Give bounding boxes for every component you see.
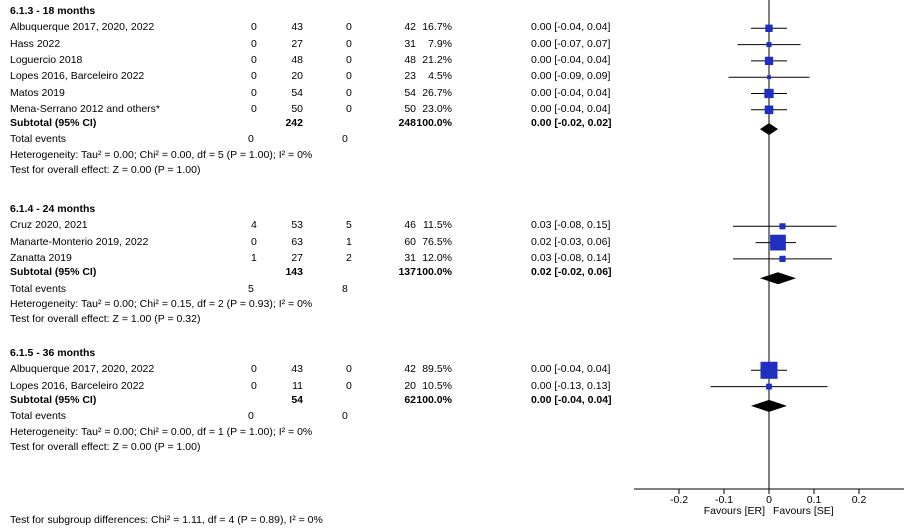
subtotal-ci: 0.00 [-0.04, 0.04] — [531, 393, 612, 406]
study-ci: 0.00 [-0.04, 0.04] — [531, 363, 611, 376]
study-square — [765, 57, 773, 65]
favours-left-label: Favours [ER] — [703, 505, 765, 517]
study-name: Hass 2022 — [10, 37, 61, 50]
study-ci: 0.00 [-0.04, 0.04] — [531, 53, 611, 66]
pooled-diamond — [760, 272, 796, 284]
study-weight: 12.0% — [422, 251, 452, 264]
heterogeneity-text: Heterogeneity: Tau² = 0.00; Chi² = 0.00, df = 5 (P = 1.00); I² = 0% — [10, 148, 313, 161]
x-tick-label: 0.2 — [851, 494, 867, 506]
total-er: 27 — [291, 251, 303, 264]
x-tick-label: -0.1 — [714, 494, 734, 506]
overall-effect-text: Test for overall effect: Z = 1.00 (P = 0.32) — [10, 313, 201, 326]
total-er: 27 — [291, 37, 303, 50]
total-se: 20 — [404, 379, 416, 392]
subtotal-label: Subtotal (95% CI) — [10, 117, 97, 130]
total-events-label: Total events — [10, 133, 67, 146]
study-weight: 4.5% — [428, 70, 452, 83]
events-se: 0 — [346, 86, 352, 99]
subgroup-heading: 6.1.3 - 18 months — [10, 5, 96, 17]
study-ci: 0.00 [-0.04, 0.04] — [531, 86, 611, 99]
events-er: 1 — [251, 251, 257, 264]
subtotal-ci: 0.00 [-0.02, 0.02] — [531, 117, 612, 130]
heterogeneity-text: Heterogeneity: Tau² = 0.00; Chi² = 0.00, df = 1 (P = 1.00); I² = 0% — [10, 425, 313, 438]
total-se: 48 — [404, 53, 416, 66]
events-er: 0 — [251, 102, 257, 115]
events-er: 0 — [251, 70, 257, 83]
total-events-se: 8 — [342, 282, 348, 295]
total-se: 60 — [404, 235, 416, 248]
study-name: Loguercio 2018 — [10, 53, 83, 66]
study-ci: 0.02 [-0.03, 0.06] — [531, 235, 611, 248]
overall-effect-text: Test for overall effect: Z = 0.00 (P = 1.00) — [10, 164, 201, 176]
subtotal-total-er: 54 — [291, 393, 303, 406]
events-se: 1 — [346, 235, 352, 248]
x-tick-label: 0.1 — [806, 494, 822, 506]
study-ci: 0.00 [-0.04, 0.04] — [531, 102, 611, 115]
subgroup-differences-test: Test for subgroup differences: Chi² = 1.11, df = 4 (P = 0.89), I² = 0% — [10, 514, 323, 526]
events-er: 4 — [251, 219, 257, 232]
study-name: Mena-Serrano 2012 and others* — [10, 102, 161, 115]
study-square — [766, 384, 772, 390]
total-se: 42 — [404, 363, 416, 376]
total-events-er: 0 — [248, 133, 254, 146]
study-square — [779, 256, 785, 262]
total-er: 54 — [291, 86, 303, 99]
x-tick-label: 0 — [766, 494, 772, 506]
study-weight: 23.0% — [422, 102, 452, 115]
study-weight: 76.5% — [422, 235, 452, 248]
total-events-er: 0 — [248, 410, 254, 423]
study-ci: 0.00 [-0.07, 0.07] — [531, 37, 611, 50]
study-weight: 7.9% — [428, 37, 452, 50]
study-ci: 0.03 [-0.08, 0.15] — [531, 219, 611, 232]
study-name: Lopes 2016, Barceleiro 2022 — [10, 379, 145, 392]
total-er: 11 — [292, 379, 303, 392]
events-er: 0 — [251, 235, 257, 248]
total-er: 50 — [291, 102, 303, 115]
study-square — [766, 42, 771, 47]
total-events-er: 5 — [248, 282, 254, 295]
study-name: Cruz 2020, 2021 — [10, 219, 88, 232]
events-er: 0 — [251, 379, 257, 392]
subtotal-total-se: 62 — [404, 393, 416, 406]
events-se: 0 — [346, 102, 352, 115]
study-square — [767, 75, 771, 79]
total-se: 31 — [404, 37, 416, 50]
study-ci: 0.03 [-0.08, 0.14] — [531, 251, 611, 264]
study-ci: 0.00 [-0.09, 0.09] — [531, 70, 611, 83]
subtotal-total-er: 242 — [285, 117, 303, 130]
subtotal-total-se: 137 — [398, 266, 416, 279]
pooled-diamond — [760, 123, 778, 135]
total-se: 42 — [404, 21, 416, 34]
total-er: 48 — [291, 53, 303, 66]
subtotal-label: Subtotal (95% CI) — [10, 393, 97, 406]
events-se: 0 — [346, 53, 352, 66]
study-weight: 11.5% — [423, 219, 452, 232]
total-se: 46 — [404, 219, 416, 232]
events-er: 0 — [251, 53, 257, 66]
study-weight: 26.7% — [422, 86, 452, 99]
study-weight: 10.5% — [422, 379, 452, 392]
x-tick-label: -0.2 — [669, 494, 689, 506]
subtotal-weight: 100.0% — [416, 393, 452, 406]
total-er: 53 — [291, 219, 303, 232]
events-er: 0 — [251, 37, 257, 50]
study-name: Albuquerque 2017, 2020, 2022 — [10, 21, 155, 34]
study-square — [770, 235, 786, 251]
events-se: 5 — [346, 219, 352, 232]
subgroup-heading: 6.1.4 - 24 months — [10, 203, 96, 215]
study-name: Albuquerque 2017, 2020, 2022 — [10, 363, 155, 376]
subgroup-heading: 6.1.5 - 36 months — [10, 347, 96, 359]
events-se: 0 — [346, 363, 352, 376]
total-er: 63 — [291, 235, 303, 248]
study-weight: 16.7% — [422, 21, 452, 34]
events-er: 0 — [251, 363, 257, 376]
study-weight: 89.5% — [422, 363, 452, 376]
study-square — [764, 89, 773, 98]
study-square — [765, 105, 774, 114]
total-er: 20 — [291, 70, 303, 83]
total-se: 31 — [404, 251, 416, 264]
total-events-label: Total events — [10, 282, 67, 295]
events-se: 0 — [346, 379, 352, 392]
subtotal-weight: 100.0% — [416, 117, 452, 130]
total-events-label: Total events — [10, 410, 67, 423]
events-se: 0 — [346, 21, 352, 34]
events-er: 0 — [251, 86, 257, 99]
study-weight: 21.2% — [422, 53, 452, 66]
total-events-se: 0 — [342, 133, 348, 146]
total-se: 23 — [404, 70, 416, 83]
study-square — [765, 25, 772, 32]
total-se: 50 — [404, 102, 416, 115]
total-events-se: 0 — [342, 410, 348, 423]
study-name: Lopes 2016, Barceleiro 2022 — [10, 70, 145, 83]
heterogeneity-text: Heterogeneity: Tau² = 0.00; Chi² = 0.15, df = 2 (P = 0.93); I² = 0% — [10, 297, 313, 310]
overall-effect-text: Test for overall effect: Z = 0.00 (P = 1.00) — [10, 440, 201, 453]
events-se: 0 — [346, 70, 352, 83]
events-se: 0 — [346, 37, 352, 50]
favours-right-label: Favours [SE] — [773, 505, 834, 517]
subtotal-weight: 100.0% — [416, 266, 452, 279]
study-name: Manarte-Monterio 2019, 2022 — [10, 235, 149, 248]
total-se: 54 — [404, 86, 416, 99]
pooled-diamond — [751, 400, 787, 412]
study-ci: 0.00 [-0.13, 0.13] — [531, 379, 611, 392]
subtotal-total-er: 143 — [285, 266, 303, 279]
subtotal-ci: 0.02 [-0.02, 0.06] — [531, 266, 612, 279]
study-square — [779, 223, 785, 229]
study-ci: 0.00 [-0.04, 0.04] — [531, 21, 611, 34]
study-square — [760, 362, 777, 379]
events-er: 0 — [251, 21, 257, 34]
events-se: 2 — [346, 251, 352, 264]
total-er: 43 — [291, 21, 303, 34]
study-name: Matos 2019 — [10, 86, 65, 99]
total-er: 43 — [291, 363, 303, 376]
subtotal-total-se: 248 — [398, 117, 416, 130]
subtotal-label: Subtotal (95% CI) — [10, 266, 97, 279]
study-name: Zanatta 2019 — [10, 251, 72, 264]
